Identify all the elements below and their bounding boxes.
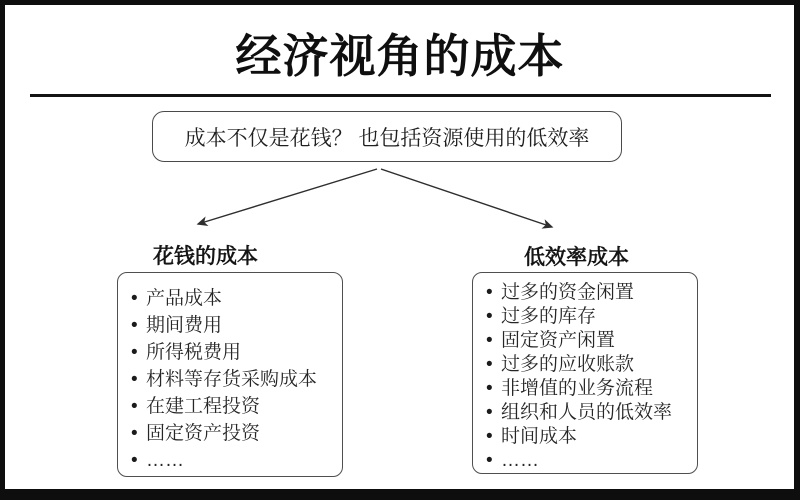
arrow-to-inefficiency [381,169,552,227]
bullet-icon: • [131,315,138,336]
page-title: 经济视角的成本 [235,30,565,82]
list-item [486,377,693,401]
spending-cost-list [131,285,336,474]
bullet-icon: • [486,402,493,423]
arrow-to-spending [198,169,377,224]
list-item-text: 固定资产闲置 [501,330,616,351]
list-item [486,449,693,473]
frame-border-top [0,0,800,5]
list-item [486,425,693,449]
frame-border-bottom [0,489,800,500]
bullet-icon: • [486,282,493,303]
list-item [131,447,336,474]
bullet-icon: • [131,423,138,444]
list-item [486,281,693,305]
bullet-icon: • [131,396,138,417]
spending-cost-label: 花钱的成本 [153,245,258,268]
list-item-text: 过多的应收账款 [501,354,635,375]
list-item-text: 非增值的业务流程 [501,378,654,399]
list-item-text: 所得税费用 [146,342,242,363]
list-item [131,339,336,366]
premise-text: 成本不仅是花钱？ 也包括资源使用的低效率 [184,126,590,150]
list-item-text: …… [501,450,539,471]
bullet-icon: • [486,306,493,327]
list-item [131,393,336,420]
title-divider [30,94,771,97]
bullet-icon: • [131,369,138,390]
bullet-icon: • [486,354,493,375]
bullet-icon: • [131,450,138,471]
list-item-text: 过多的资金闲置 [501,282,635,303]
list-item [486,353,693,377]
bullet-icon: • [131,342,138,363]
list-item [131,366,336,393]
bullet-icon: • [486,450,493,471]
list-item-text: 组织和人员的低效率 [501,402,673,423]
bullet-icon: • [486,426,493,447]
list-item-text: 过多的库存 [501,306,597,327]
list-item [131,312,336,339]
list-item [486,401,693,425]
list-item-text: 时间成本 [501,426,578,447]
bullet-icon: • [486,378,493,399]
inefficiency-cost-list [486,281,693,473]
list-item [486,329,693,353]
list-item [131,285,336,312]
list-item-text: 期间费用 [146,315,223,336]
list-item-text: 材料等存货采购成本 [146,369,318,390]
list-item [131,420,336,447]
premise-box [152,111,622,162]
inefficiency-cost-box [472,272,698,474]
list-item-text: …… [146,450,184,471]
spending-cost-box [117,272,343,477]
list-item-text: 在建工程投资 [146,396,261,417]
inefficiency-cost-label: 低效率成本 [524,246,629,269]
bullet-icon: • [131,288,138,309]
list-item [486,305,693,329]
bullet-icon: • [486,330,493,351]
list-item-text: 固定资产投资 [146,423,261,444]
list-item-text: 产品成本 [146,288,223,309]
